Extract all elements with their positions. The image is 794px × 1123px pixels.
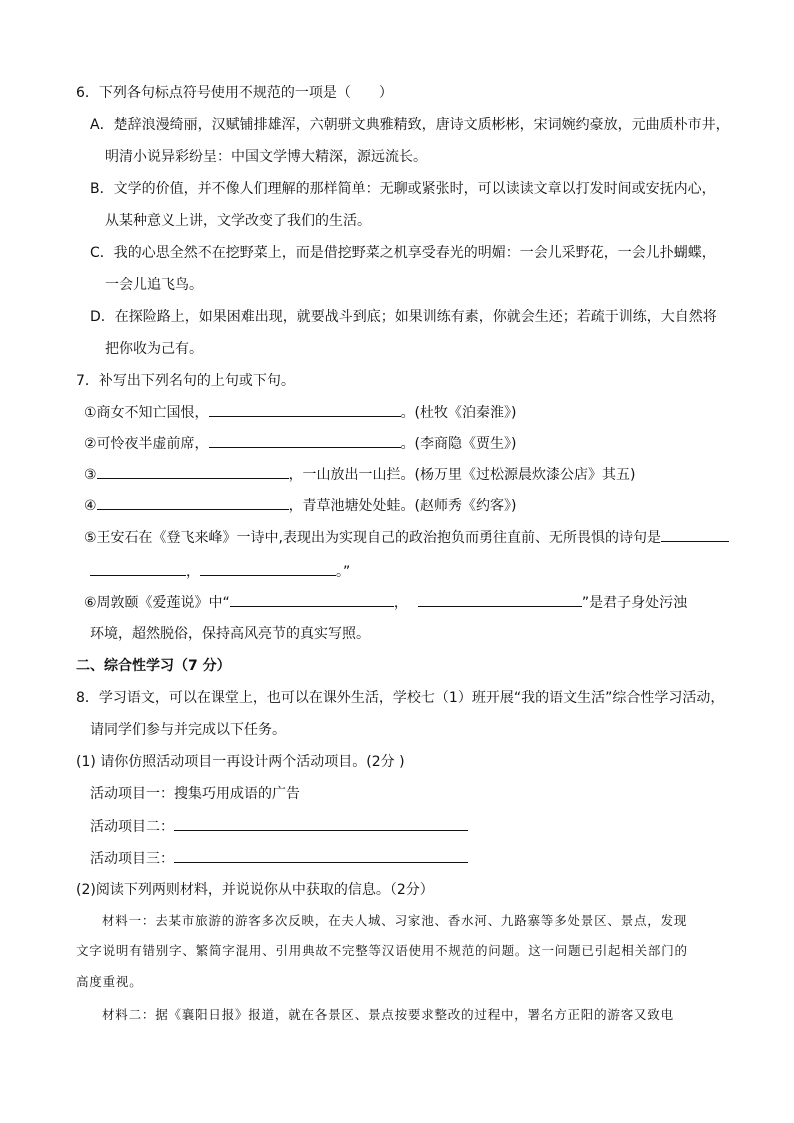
question-8-stem-line1: 8．学习语文，可以在课堂上，也可以在课外生活，学校七（1）班开展“我的语文生活”综合性学习活动， bbox=[76, 690, 725, 706]
section-2-title: 二、综合性学习（7 分） bbox=[76, 658, 231, 674]
activity-item-2-label: 活动项目二： bbox=[90, 819, 174, 835]
activity-2-blank[interactable] bbox=[174, 816, 468, 831]
activity-3-blank[interactable] bbox=[174, 848, 468, 863]
poem-item-5-line2 bbox=[90, 561, 350, 582]
poem-item-1-prefix: ①商女不知亡国恨， bbox=[84, 405, 209, 421]
poem-item-6-separator: ， bbox=[393, 595, 408, 611]
option-b-line1: B．文学的价值，并不像人们理解的那样简单：无聊或紧张时，可以读读文章以打发时间或安抚内心， bbox=[90, 181, 716, 197]
question-8-stem-line2: 请同学们参与并完成以下任务。 bbox=[90, 722, 286, 738]
material-1-line3: 高度重视。 bbox=[76, 974, 143, 989]
poem-item-2-prefix: ②可怜夜半虚前席， bbox=[84, 436, 209, 452]
poem-item-6-suffix: ”是君子身处污浊 bbox=[581, 595, 688, 611]
answer-blank-6a[interactable] bbox=[230, 592, 394, 607]
option-d-line1: D．在探险路上，如果困难出现，就要战斗到底；如果训练有素，你就会生还；若疏于训练，大自然将 bbox=[90, 309, 717, 325]
poem-item-1-suffix: 。(杜牧《泊秦淮》) bbox=[400, 405, 517, 421]
option-a-line1: A．楚辞浪漫绮丽，汉赋铺排雄浑，六朝骈文典雅精致，唐诗文质彬彬，宋词婉约豪放，元曲质朴市井， bbox=[90, 117, 730, 133]
answer-blank-5c[interactable] bbox=[200, 561, 336, 576]
poem-item-5-end: 。” bbox=[336, 564, 351, 580]
poem-item-3-suffix: ，一山放出一山拦。(杨万里《过松源晨炊漆公店》其五) bbox=[288, 467, 636, 483]
answer-blank-2[interactable] bbox=[209, 433, 401, 448]
poem-item-3 bbox=[84, 464, 636, 485]
poem-item-5-text: ⑤王安石在《登飞来峰》一诗中,表现出为实现自己的政治抱负而勇往直前、无所畏惧的诗句是 bbox=[84, 530, 661, 546]
activity-item-3 bbox=[90, 848, 468, 869]
activity-item-2 bbox=[90, 816, 468, 837]
poem-item-5-separator: ， bbox=[186, 564, 200, 580]
answer-blank-5b[interactable] bbox=[90, 561, 186, 576]
poem-item-2-suffix: 。(李商隐《贾生》) bbox=[400, 436, 517, 452]
question-8-part-1: (1) 请你仿照活动项目一再设计两个活动项目。(2分 ) bbox=[76, 754, 405, 770]
option-d-line2: 把你收为己有。 bbox=[105, 341, 203, 357]
material-1-line1: 材料一：去某市旅游的游客多次反映，在夫人城、习家池、香水河、九路寨等多处景区、景点，发现 bbox=[102, 913, 688, 928]
poem-item-2 bbox=[84, 433, 517, 454]
answer-blank-6b[interactable] bbox=[418, 592, 582, 607]
poem-item-1 bbox=[84, 402, 517, 423]
option-c-line1: C．我的心思全然不在挖野菜上，而是借挖野菜之机享受春光的明媚：一会儿采野花，一会儿扑蝴蝶， bbox=[90, 245, 716, 261]
poem-item-6-prefix: ⑥周敦颐《爱莲说》中“ bbox=[84, 595, 230, 611]
activity-item-3-label: 活动项目三： bbox=[90, 851, 174, 867]
material-2-line1: 材料二：据《襄阳日报》报道，就在各景区、景点按要求整改的过程中，署名方正阳的游客又致电 bbox=[102, 1007, 674, 1022]
answer-blank-1[interactable] bbox=[209, 402, 401, 417]
option-c-line2: 一会儿追飞鸟。 bbox=[105, 277, 203, 293]
answer-blank-4[interactable] bbox=[97, 495, 289, 510]
activity-item-1: 活动项目一：搜集巧用成语的广告 bbox=[90, 786, 300, 802]
question-8-part-2: (2)阅读下列两则材料，并说说你从中获取的信息。（2分） bbox=[76, 882, 434, 898]
poem-item-5-line1 bbox=[84, 527, 729, 548]
material-1-line2: 文字说明有错别字、繁简字混用、引用典故不完整等汉语使用不规范的问题。这一问题已引起相关部门的 bbox=[76, 943, 688, 958]
poem-item-6-line1 bbox=[84, 592, 687, 613]
option-b-line2: 从某种意义上讲，文学改变了我们的生活。 bbox=[105, 213, 371, 229]
option-a-line2: 明清小说异彩纷呈：中国文学博大精深，源远流长。 bbox=[105, 149, 427, 165]
answer-blank-5a[interactable] bbox=[661, 527, 729, 542]
poem-item-6-line2: 环境，超然脱俗，保持高风亮节的真实写照。 bbox=[90, 626, 370, 642]
poem-item-3-prefix: ③ bbox=[84, 467, 97, 483]
question-7-stem: 7．补写出下列名句的上句或下句。 bbox=[76, 373, 295, 389]
poem-item-4-prefix: ④ bbox=[84, 498, 97, 514]
poem-item-4 bbox=[84, 495, 517, 516]
answer-blank-3[interactable] bbox=[97, 464, 289, 479]
question-6-stem: 6．下列各句标点符号使用不规范的一项是（ ） bbox=[76, 85, 393, 101]
poem-item-4-suffix: ，青草池塘处处蛙。(赵师秀《约客》) bbox=[288, 498, 517, 514]
